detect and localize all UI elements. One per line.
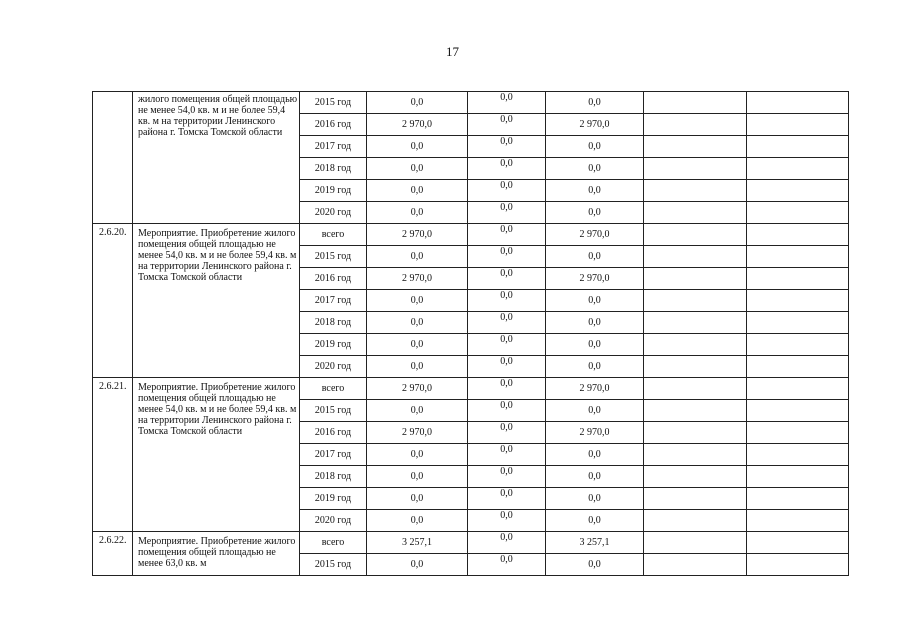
year-cell: 2016 год xyxy=(300,268,367,290)
value-cell: 0,0 xyxy=(468,532,546,554)
value-cell: 0,0 xyxy=(546,356,644,378)
empty-cell xyxy=(747,268,849,290)
empty-cell xyxy=(747,378,849,400)
total-cell: 0,0 xyxy=(367,444,468,466)
total-cell: 0,0 xyxy=(367,246,468,268)
measure-description: жилого помещения общей площадью не менее 54,0 кв. м и не более 59,4 кв. м на территории Ленинского района г. Томска Томской области xyxy=(133,92,300,224)
year-cell: 2019 год xyxy=(300,180,367,202)
total-cell: 0,0 xyxy=(367,510,468,532)
total-cell: 2 970,0 xyxy=(367,268,468,290)
empty-cell xyxy=(644,114,747,136)
total-cell: 0,0 xyxy=(367,356,468,378)
total-cell: 0,0 xyxy=(367,466,468,488)
measure-description: Мероприятие. Приобретение жилого помещения общей площадью не менее 63,0 кв. м xyxy=(133,532,300,576)
year-cell: 2019 год xyxy=(300,334,367,356)
value-cell: 2 970,0 xyxy=(546,422,644,444)
value-cell: 0,0 xyxy=(546,334,644,356)
empty-cell xyxy=(747,202,849,224)
total-cell: 0,0 xyxy=(367,554,468,576)
total-cell: 0,0 xyxy=(367,334,468,356)
value-cell: 0,0 xyxy=(468,444,546,466)
empty-cell xyxy=(747,224,849,246)
total-cell: 0,0 xyxy=(367,202,468,224)
empty-cell xyxy=(747,400,849,422)
empty-cell xyxy=(747,532,849,554)
value-cell: 0,0 xyxy=(468,422,546,444)
value-cell: 0,0 xyxy=(546,466,644,488)
year-cell: 2018 год xyxy=(300,312,367,334)
table-row xyxy=(93,92,849,114)
total-cell: 0,0 xyxy=(367,92,468,114)
empty-cell xyxy=(644,158,747,180)
value-cell: 0,0 xyxy=(468,466,546,488)
empty-cell xyxy=(747,444,849,466)
year-cell: 2015 год xyxy=(300,92,367,114)
total-cell: 0,0 xyxy=(367,180,468,202)
year-cell: 2017 год xyxy=(300,444,367,466)
value-cell: 0,0 xyxy=(468,158,546,180)
empty-cell xyxy=(644,268,747,290)
empty-cell xyxy=(644,290,747,312)
empty-cell xyxy=(747,114,849,136)
empty-cell xyxy=(747,136,849,158)
year-cell: 2015 год xyxy=(300,246,367,268)
total-cell: 0,0 xyxy=(367,488,468,510)
empty-cell xyxy=(644,554,747,576)
value-cell: 0,0 xyxy=(468,202,546,224)
total-cell: 0,0 xyxy=(367,136,468,158)
empty-cell xyxy=(747,92,849,114)
value-cell: 0,0 xyxy=(468,114,546,136)
empty-cell xyxy=(747,554,849,576)
empty-cell xyxy=(644,532,747,554)
empty-cell xyxy=(747,356,849,378)
total-cell: 0,0 xyxy=(367,312,468,334)
value-cell: 0,0 xyxy=(546,400,644,422)
value-cell: 2 970,0 xyxy=(546,224,644,246)
measure-number: 2.6.20. xyxy=(93,224,133,378)
value-cell: 0,0 xyxy=(468,290,546,312)
empty-cell xyxy=(644,92,747,114)
value-cell: 0,0 xyxy=(468,246,546,268)
year-cell: 2018 год xyxy=(300,466,367,488)
value-cell: 0,0 xyxy=(546,246,644,268)
value-cell: 0,0 xyxy=(468,224,546,246)
value-cell: 0,0 xyxy=(546,290,644,312)
empty-cell xyxy=(747,334,849,356)
total-cell: 2 970,0 xyxy=(367,378,468,400)
year-cell: 2020 год xyxy=(300,356,367,378)
year-cell: 2015 год xyxy=(300,554,367,576)
value-cell: 2 970,0 xyxy=(546,378,644,400)
year-cell: 2020 год xyxy=(300,510,367,532)
value-cell: 0,0 xyxy=(468,400,546,422)
value-cell: 0,0 xyxy=(468,356,546,378)
year-cell: всего xyxy=(300,378,367,400)
measure-number: 2.6.22. xyxy=(93,532,133,576)
value-cell: 2 970,0 xyxy=(546,114,644,136)
empty-cell xyxy=(747,246,849,268)
empty-cell xyxy=(644,356,747,378)
total-cell: 2 970,0 xyxy=(367,224,468,246)
value-cell: 3 257,1 xyxy=(546,532,644,554)
year-cell: 2019 год xyxy=(300,488,367,510)
empty-cell xyxy=(747,422,849,444)
value-cell: 0,0 xyxy=(546,136,644,158)
empty-cell xyxy=(644,180,747,202)
empty-cell xyxy=(644,422,747,444)
total-cell: 3 257,1 xyxy=(367,532,468,554)
year-cell: 2015 год xyxy=(300,400,367,422)
value-cell: 0,0 xyxy=(468,92,546,114)
value-cell: 0,0 xyxy=(546,92,644,114)
empty-cell xyxy=(644,136,747,158)
year-cell: 2017 год xyxy=(300,290,367,312)
year-cell: всего xyxy=(300,224,367,246)
value-cell: 0,0 xyxy=(546,510,644,532)
year-cell: 2017 год xyxy=(300,136,367,158)
value-cell: 0,0 xyxy=(468,180,546,202)
value-cell: 0,0 xyxy=(546,202,644,224)
value-cell: 0,0 xyxy=(468,334,546,356)
measure-description: Мероприятие. Приобретение жилого помещения общей площадью не менее 54,0 кв. м и не более 59,4 кв. м на территории Ленинского района г. Томска Томской области xyxy=(133,378,300,532)
empty-cell xyxy=(747,158,849,180)
value-cell: 0,0 xyxy=(468,488,546,510)
value-cell: 0,0 xyxy=(546,488,644,510)
value-cell: 0,0 xyxy=(468,554,546,576)
empty-cell xyxy=(747,180,849,202)
year-cell: 2016 год xyxy=(300,422,367,444)
empty-cell xyxy=(644,444,747,466)
empty-cell xyxy=(644,334,747,356)
total-cell: 0,0 xyxy=(367,400,468,422)
empty-cell xyxy=(747,488,849,510)
table-row xyxy=(93,532,849,554)
budget-table xyxy=(92,91,849,576)
value-cell: 0,0 xyxy=(468,378,546,400)
empty-cell xyxy=(747,312,849,334)
total-cell: 2 970,0 xyxy=(367,422,468,444)
value-cell: 0,0 xyxy=(546,554,644,576)
year-cell: 2016 год xyxy=(300,114,367,136)
empty-cell xyxy=(747,510,849,532)
empty-cell xyxy=(747,466,849,488)
value-cell: 2 970,0 xyxy=(546,268,644,290)
value-cell: 0,0 xyxy=(468,268,546,290)
table-row xyxy=(93,224,849,246)
table-body xyxy=(93,92,849,576)
value-cell: 0,0 xyxy=(546,158,644,180)
total-cell: 0,0 xyxy=(367,290,468,312)
value-cell: 0,0 xyxy=(468,510,546,532)
measure-number xyxy=(93,92,133,224)
total-cell: 2 970,0 xyxy=(367,114,468,136)
value-cell: 0,0 xyxy=(546,180,644,202)
empty-cell xyxy=(644,488,747,510)
year-cell: всего xyxy=(300,532,367,554)
empty-cell xyxy=(644,246,747,268)
empty-cell xyxy=(644,400,747,422)
year-cell: 2018 год xyxy=(300,158,367,180)
measure-description: Мероприятие. Приобретение жилого помещения общей площадью не менее 54,0 кв. м и не более 59,4 кв. м на территории Ленинского района г. Томска Томской области xyxy=(133,224,300,378)
total-cell: 0,0 xyxy=(367,158,468,180)
empty-cell xyxy=(644,224,747,246)
value-cell: 0,0 xyxy=(546,312,644,334)
measure-number: 2.6.21. xyxy=(93,378,133,532)
empty-cell xyxy=(644,312,747,334)
value-cell: 0,0 xyxy=(468,312,546,334)
year-cell: 2020 год xyxy=(300,202,367,224)
table-row xyxy=(93,378,849,400)
value-cell: 0,0 xyxy=(546,444,644,466)
empty-cell xyxy=(644,510,747,532)
empty-cell xyxy=(644,466,747,488)
empty-cell xyxy=(644,378,747,400)
empty-cell xyxy=(747,290,849,312)
value-cell: 0,0 xyxy=(468,136,546,158)
page-number: 17 xyxy=(446,44,459,59)
empty-cell xyxy=(644,202,747,224)
